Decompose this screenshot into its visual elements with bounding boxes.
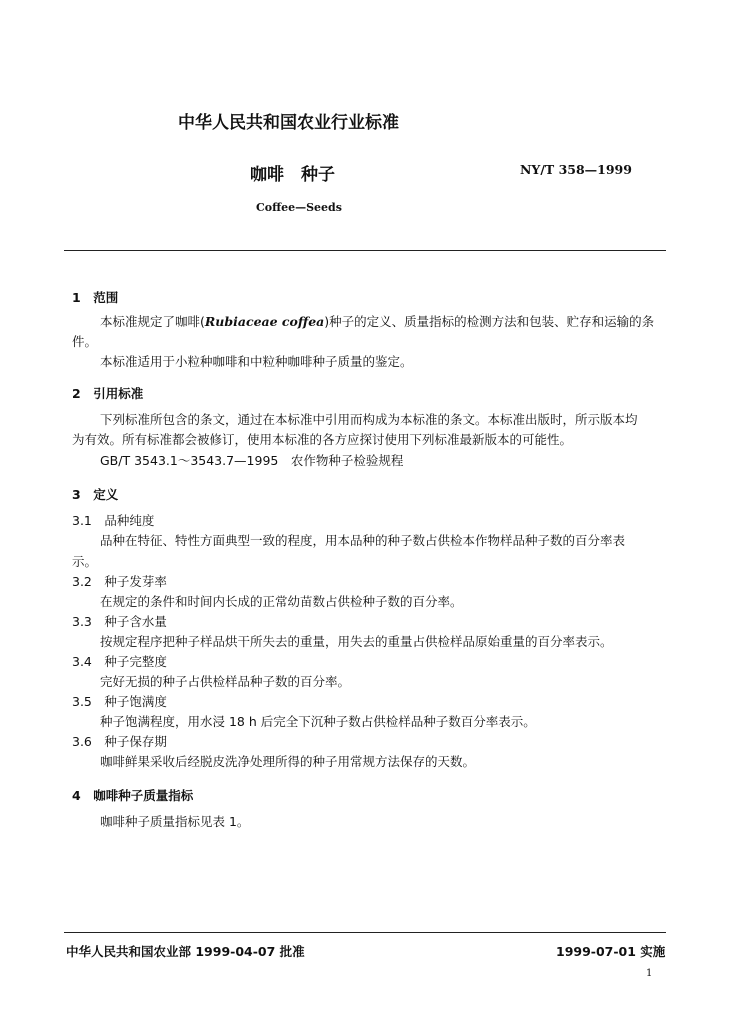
definition-3-3-text: 按规定程序把种子样品烘干所失去的重量，用失去的重量占供检样品原始重量的百分率表示。	[100, 634, 613, 649]
document-title-cn: 咖啡 种子	[250, 165, 335, 185]
definition-3-5-title: 3.5 种子饱满度	[72, 694, 167, 709]
section-1-paragraph-1a-post: )种子的定义、质量指标的检测方法和包装、贮存和运输的条	[324, 314, 655, 329]
implementation-date: 1999-07-01 实施	[556, 944, 666, 959]
definition-3-5-text: 种子饱满程度，用水浸 18 h 后完全下沉种子数占供检样品种子数百分率表示。	[100, 714, 536, 729]
definition-3-6-title: 3.6 种子保存期	[72, 734, 167, 749]
standard-category-title: 中华人民共和国农业行业标准	[178, 113, 399, 133]
definition-3-6-text: 咖啡鲜果采收后经脱皮洗净处理所得的种子用常规方法保存的天数。	[100, 754, 476, 769]
definition-3-4-text: 完好无损的种子占供检样品种子数的百分率。	[100, 674, 351, 689]
section-2-reference: GB/T 3543.1～3543.7—1995 农作物种子检验规程	[100, 453, 404, 468]
section-1-heading: 1 范围	[72, 290, 119, 305]
definition-3-2-text: 在规定的条件和时间内长成的正常幼苗数占供检种子数的百分率。	[100, 594, 463, 609]
section-2-paragraph-1a: 下列标准所包含的条文，通过在本标准中引用而构成为本标准的条文。本标准出版时，所示版本均	[100, 412, 638, 427]
section-1-paragraph-2: 本标准适用于小粒种咖啡和中粒种咖啡种子质量的鉴定。	[100, 354, 413, 369]
header-divider	[64, 250, 666, 251]
footer-divider	[64, 932, 666, 933]
latin-name: Rubiaceae coffea	[204, 314, 325, 329]
definition-3-4-title: 3.4 种子完整度	[72, 654, 167, 669]
standard-number: NY/T 358—1999	[520, 162, 632, 177]
section-2-paragraph-1b: 为有效。所有标准都会被修订，使用本标准的各方应探讨使用下列标准最新版本的可能性。	[72, 432, 573, 447]
section-4-heading: 4 咖啡种子质量指标	[72, 788, 194, 803]
definition-3-3-title: 3.3 种子含水量	[72, 614, 167, 629]
definition-3-1-title: 3.1 品种纯度	[72, 513, 155, 528]
page-number: 1	[646, 968, 653, 979]
document-title-en: Coffee—Seeds	[256, 201, 342, 214]
definition-3-1-text-b: 示。	[72, 554, 98, 569]
approval-line: 中华人民共和国农业部 1999-04-07 批准	[66, 944, 305, 959]
definition-3-1-text-a: 品种在特征、特性方面典型一致的程度，用本品种的种子数占供检本作物样品种子数的百分率表	[100, 533, 626, 548]
section-4-paragraph: 咖啡种子质量指标见表 1。	[100, 814, 250, 829]
section-1-paragraph-1a-pre: 本标准规定了咖啡(	[100, 314, 205, 329]
section-3-heading: 3 定义	[72, 487, 119, 502]
section-2-heading: 2 引用标准	[72, 386, 144, 401]
definition-3-2-title: 3.2 种子发芽率	[72, 574, 167, 589]
section-1-paragraph-1b: 件。	[72, 334, 98, 349]
section-1-paragraph-1a	[100, 316, 654, 329]
